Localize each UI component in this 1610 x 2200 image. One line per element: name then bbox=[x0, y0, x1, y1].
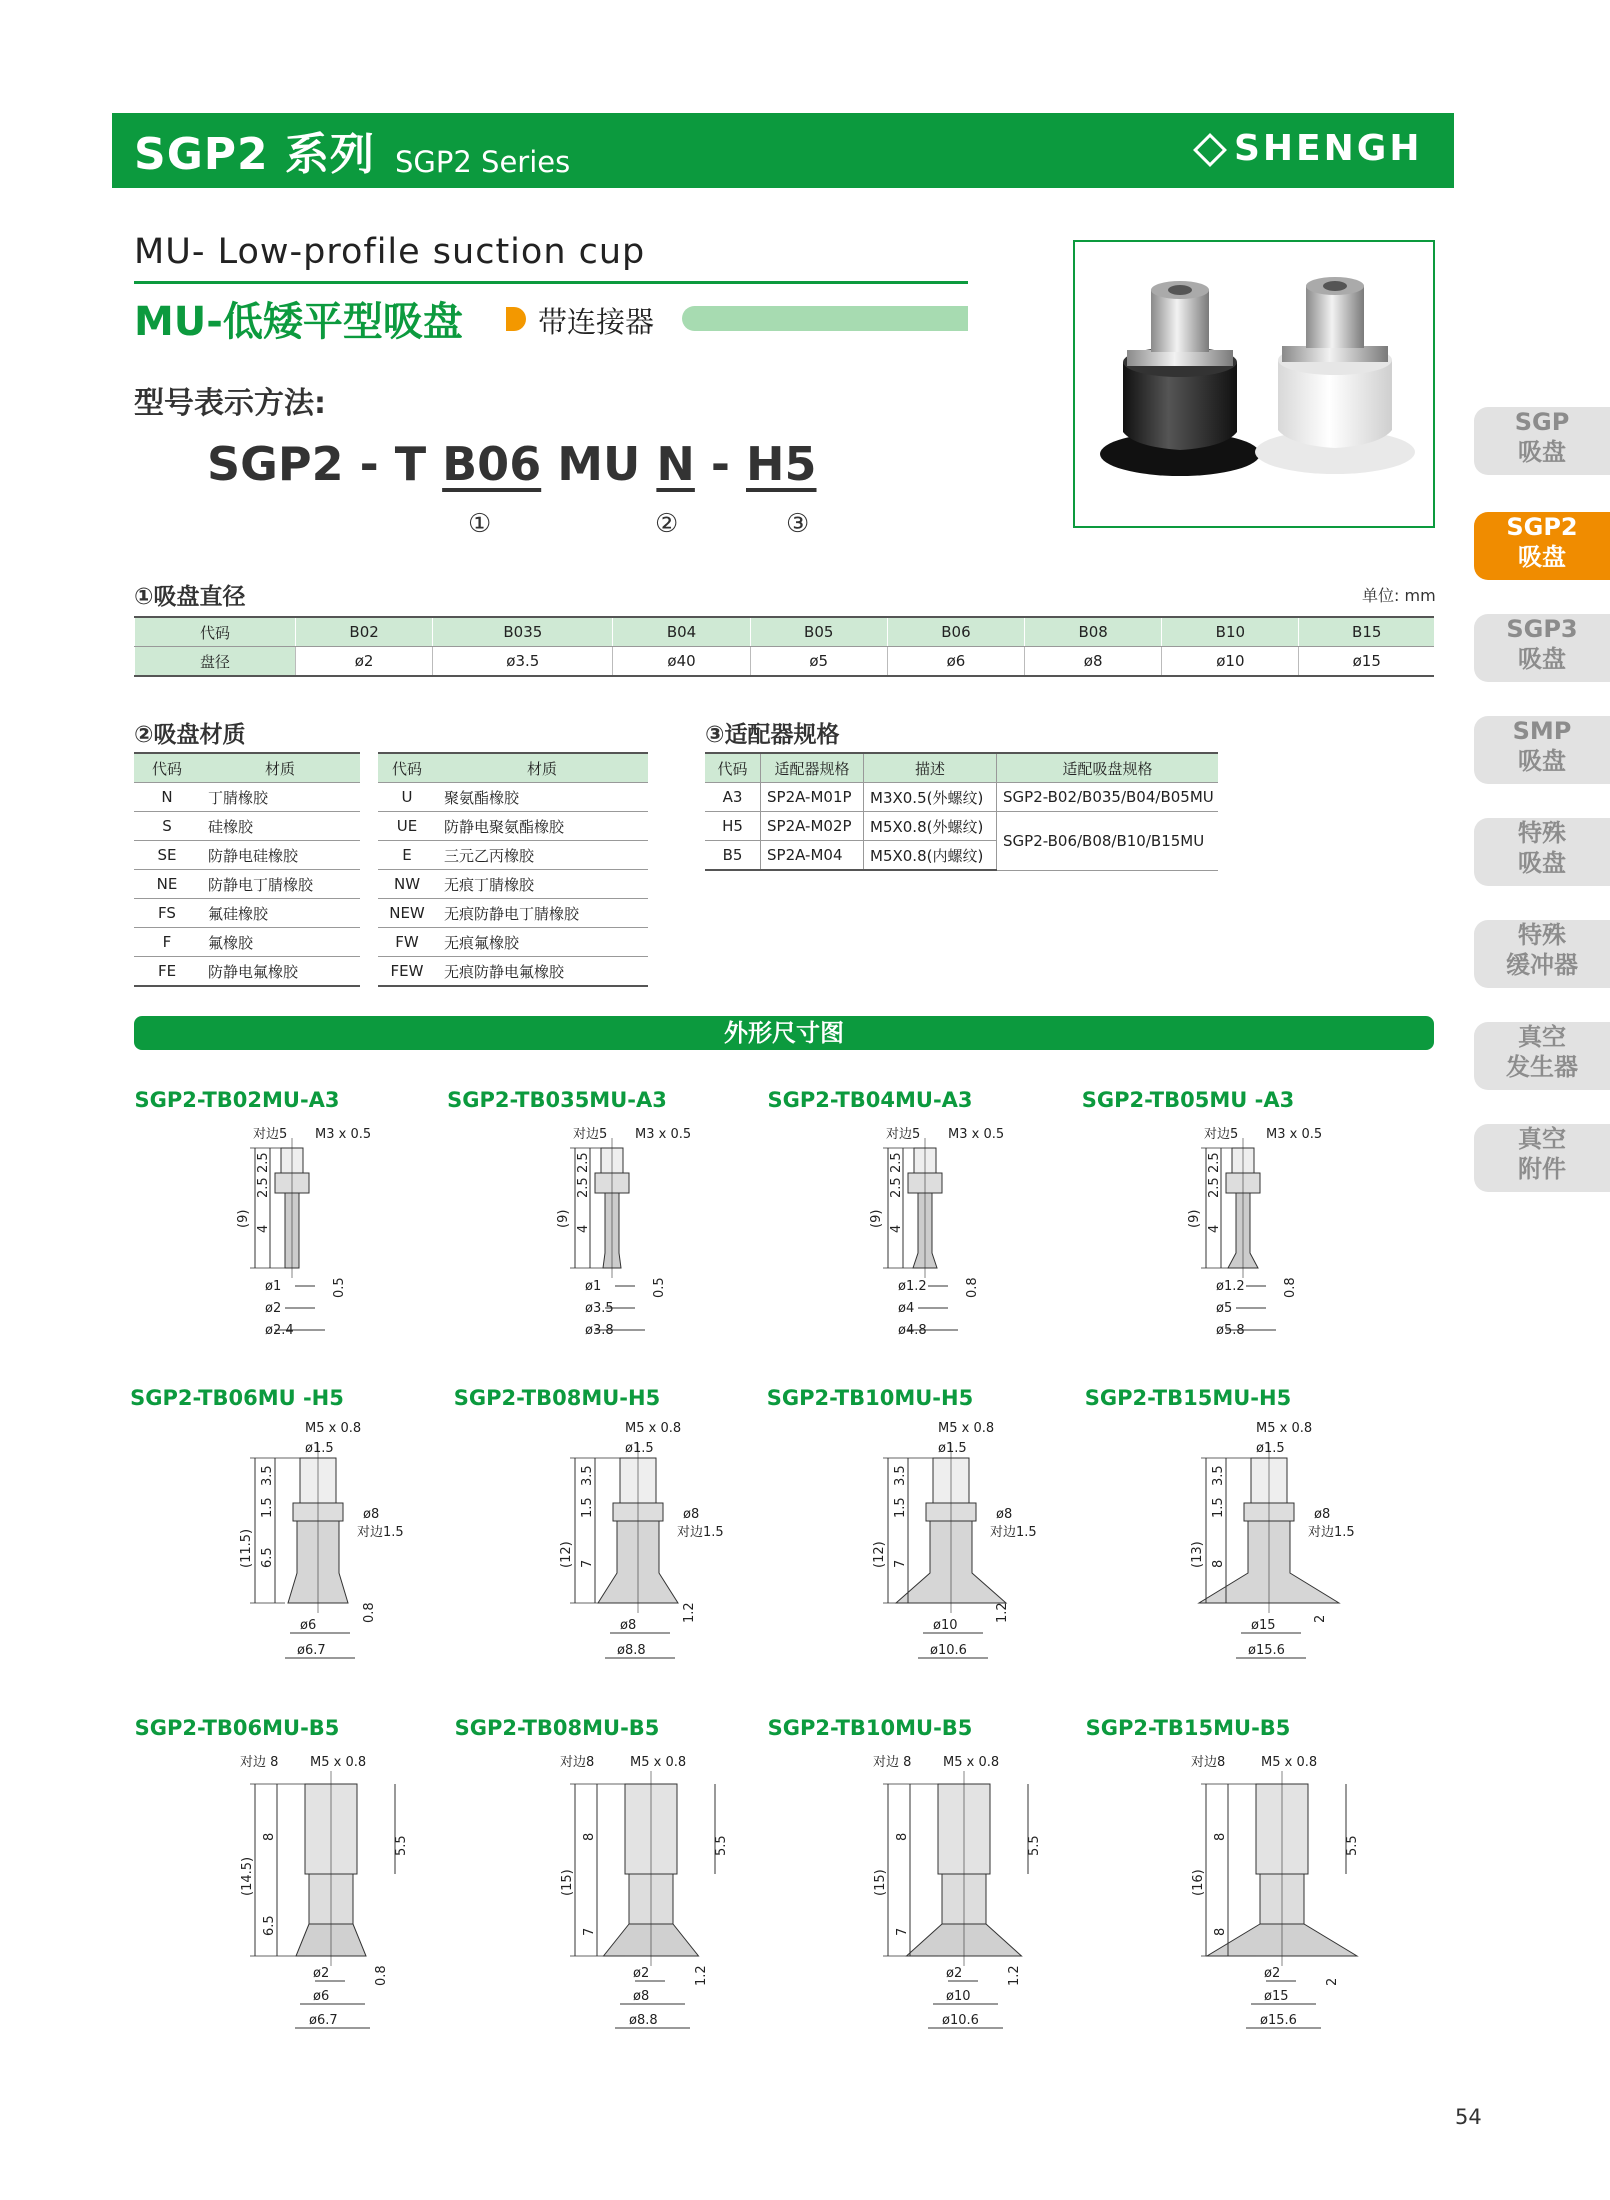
dim-height: 5.5 bbox=[714, 1835, 729, 1856]
dim-bore: ø1.5 bbox=[938, 1441, 967, 1456]
material-name: 三元乙丙橡胶 bbox=[436, 841, 648, 870]
adapter-spec: SP2A-M02P bbox=[761, 812, 864, 841]
dim-thickness: 2 bbox=[1313, 1614, 1328, 1623]
drawing-title: SGP2-TB02MU-A3 bbox=[134, 1088, 340, 1112]
dim-diameter: ø15.6 bbox=[1260, 2013, 1297, 2028]
page-number: 54 bbox=[1455, 2105, 1482, 2129]
dim-thickness: 2 bbox=[1325, 1977, 1340, 1986]
dim-thread: M5 x 0.8 bbox=[943, 1755, 1000, 1770]
material-name: 防静电硅橡胶 bbox=[200, 841, 369, 870]
dim-total-height: (16) bbox=[1191, 1869, 1206, 1896]
drawing-title: SGP2-TB15MU-B5 bbox=[1085, 1716, 1291, 1740]
side-tab-line2: 发生器 bbox=[1506, 1053, 1578, 1081]
table-row bbox=[134, 899, 648, 928]
material-code: FW bbox=[369, 928, 436, 957]
dim-total-height: (15) bbox=[560, 1869, 575, 1896]
side-tab-line2: 吸盘 bbox=[1518, 543, 1566, 571]
dim-hex: 对边 8 bbox=[240, 1755, 279, 1770]
dim-bore: ø1.5 bbox=[305, 1441, 334, 1456]
dimension-drawing bbox=[1136, 1418, 1406, 1688]
dim-height: 4 bbox=[889, 1224, 904, 1233]
table-row bbox=[134, 812, 648, 841]
diameter-value: ø6 bbox=[887, 647, 1024, 677]
dim-thickness: 0.5 bbox=[652, 1277, 667, 1298]
dim-diameter: ø6.7 bbox=[309, 2013, 338, 2028]
dim-height: 3.5 bbox=[893, 1465, 908, 1486]
dim-diameter: ø1 bbox=[585, 1279, 602, 1294]
dim-height: 5.5 bbox=[394, 1835, 409, 1856]
suction-cup-illustration bbox=[1075, 242, 1433, 526]
dimension-drawing bbox=[185, 1746, 455, 2056]
dim-height: 4 bbox=[576, 1224, 591, 1233]
adapter-desc: M3X0.5(外螺纹) bbox=[864, 783, 997, 812]
diameter-value: ø40 bbox=[613, 647, 750, 677]
model-adapter-code: H5 bbox=[746, 437, 817, 491]
material-name: 丁腈橡胶 bbox=[200, 783, 369, 812]
table-header: 适配吸盘规格 bbox=[997, 753, 1219, 783]
dim-thread: M3 x 0.5 bbox=[1266, 1127, 1323, 1142]
dim-diameter: ø5 bbox=[1216, 1301, 1233, 1316]
dim-height: 2.5 bbox=[256, 1177, 271, 1198]
table-header: 代码 bbox=[705, 753, 761, 783]
diameter-value: ø2 bbox=[296, 647, 433, 677]
dim-height: 2.5 bbox=[1207, 1152, 1222, 1173]
dimension-section-bar: 外形尺寸图 bbox=[134, 1016, 1434, 1050]
model-code bbox=[207, 437, 817, 491]
dim-total-height: (13) bbox=[1190, 1541, 1205, 1568]
dim-hex: 对边8 bbox=[1191, 1755, 1226, 1770]
diameter-section-title: ①吸盘直径 bbox=[134, 584, 246, 610]
side-tab[interactable] bbox=[1474, 614, 1610, 682]
table-header: 描述 bbox=[864, 753, 997, 783]
material-name: 硅橡胶 bbox=[200, 812, 369, 841]
dim-bore: ø1.5 bbox=[1256, 1441, 1285, 1456]
dim-diameter: ø10.6 bbox=[930, 1643, 967, 1658]
material-code: N bbox=[134, 783, 200, 812]
material-name: 氟橡胶 bbox=[200, 928, 369, 957]
material-name: 防静电聚氨酯橡胶 bbox=[436, 812, 648, 841]
drawing-title: SGP2-TB035MU-A3 bbox=[447, 1088, 667, 1112]
dim-height: 1.5 bbox=[260, 1497, 275, 1518]
adapter-code: H5 bbox=[705, 812, 761, 841]
dim-thread: M5 x 0.8 bbox=[938, 1421, 995, 1436]
model-marker-2: ② bbox=[655, 509, 679, 539]
side-tab-line2: 吸盘 bbox=[1518, 849, 1566, 877]
dim-diameter: ø15 bbox=[1251, 1618, 1276, 1633]
tag-bar bbox=[682, 306, 968, 331]
side-tab-line1: 特殊 bbox=[1518, 819, 1566, 847]
table-header: 代码 bbox=[134, 753, 200, 783]
side-tab[interactable] bbox=[1474, 716, 1610, 784]
dim-height: 2.5 bbox=[889, 1152, 904, 1173]
model-type: MU bbox=[541, 437, 657, 491]
table-header: 代码 bbox=[135, 617, 296, 647]
dim-height: 8 bbox=[262, 1832, 277, 1841]
material-code: FS bbox=[134, 899, 200, 928]
material-name: 无痕防静电氟橡胶 bbox=[436, 957, 648, 987]
dim-thread: M5 x 0.8 bbox=[630, 1755, 687, 1770]
product-title-cn: MU-低矮平型吸盘 bbox=[134, 299, 463, 345]
drawing-title: SGP2-TB06MU -H5 bbox=[130, 1386, 344, 1410]
dim-collar: ø8 bbox=[363, 1507, 380, 1522]
dim-thickness: 1.2 bbox=[1007, 1965, 1022, 1986]
model-label: 型号表示方法: bbox=[134, 386, 326, 421]
model-prefix: SGP2 - T bbox=[207, 437, 443, 491]
dim-diameter: ø4 bbox=[898, 1301, 915, 1316]
adapter-spec: SP2A-M01P bbox=[761, 783, 864, 812]
dim-diameter: ø2.4 bbox=[265, 1323, 294, 1338]
side-tab-line2: 附件 bbox=[1518, 1155, 1566, 1183]
dim-height: 2.5 bbox=[576, 1152, 591, 1173]
dim-hex: 对边5 bbox=[253, 1127, 288, 1142]
dim-total-height: (9) bbox=[556, 1209, 571, 1228]
dimension-drawing bbox=[185, 1118, 455, 1358]
side-tab[interactable] bbox=[1474, 512, 1610, 580]
side-tab-line2: 吸盘 bbox=[1518, 645, 1566, 673]
material-name: 无痕防静电丁腈橡胶 bbox=[436, 899, 648, 928]
logo-text: SHENGH bbox=[1234, 128, 1423, 169]
side-tab-line2: 吸盘 bbox=[1518, 438, 1566, 466]
model-material-code: N bbox=[656, 437, 695, 491]
dim-total-height: (14.5) bbox=[240, 1856, 255, 1896]
dim-height: 3.5 bbox=[1211, 1465, 1226, 1486]
dim-height: 5.5 bbox=[1345, 1835, 1360, 1856]
product-tag: 带连接器 bbox=[538, 305, 655, 339]
table-header: 适配器规格 bbox=[761, 753, 864, 783]
series-title: SGP2 系列 bbox=[134, 129, 375, 180]
product-title-en: MU- Low-profile suction cup bbox=[134, 232, 646, 272]
dim-hex: 对边1.5 bbox=[990, 1525, 1037, 1540]
material-code: FEW bbox=[369, 957, 436, 987]
dim-total-height: (12) bbox=[872, 1541, 887, 1568]
side-tab[interactable] bbox=[1474, 818, 1610, 886]
dimension-drawing bbox=[1136, 1118, 1406, 1358]
side-tab[interactable] bbox=[1474, 920, 1610, 988]
dim-hex: 对边1.5 bbox=[1308, 1525, 1355, 1540]
dim-hex: 对边5 bbox=[573, 1127, 608, 1142]
drawing-title: SGP2-TB08MU-B5 bbox=[454, 1716, 660, 1740]
dim-height: 1.5 bbox=[893, 1497, 908, 1518]
dim-diameter: ø8.8 bbox=[629, 2013, 658, 2028]
diameter-value: ø10 bbox=[1162, 647, 1299, 677]
dim-collar: ø8 bbox=[683, 1507, 700, 1522]
dim-thread: M5 x 0.8 bbox=[625, 1421, 682, 1436]
dim-thickness: 1.2 bbox=[682, 1602, 697, 1623]
product-photo bbox=[1073, 240, 1435, 528]
material-name: 氟硅橡胶 bbox=[200, 899, 369, 928]
table-row bbox=[134, 870, 648, 899]
diameter-value: ø8 bbox=[1025, 647, 1162, 677]
dim-thickness: 0.5 bbox=[332, 1277, 347, 1298]
adapter-code: B5 bbox=[705, 841, 761, 871]
dimension-drawing bbox=[818, 1118, 1088, 1358]
dim-collar: ø8 bbox=[996, 1507, 1013, 1522]
dim-diameter: ø15 bbox=[1264, 1989, 1289, 2004]
dim-hex: 对边5 bbox=[1204, 1127, 1239, 1142]
dim-diameter: ø1.2 bbox=[1216, 1279, 1245, 1294]
material-code: S bbox=[134, 812, 200, 841]
adapter-fit: SGP2-B06/B08/B10/B15MU bbox=[997, 812, 1219, 871]
diameter-code: B02 bbox=[296, 617, 433, 647]
dim-diameter: ø4.8 bbox=[898, 1323, 927, 1338]
dim-height: 5.5 bbox=[1027, 1835, 1042, 1856]
side-tab[interactable] bbox=[1474, 1124, 1610, 1192]
dim-diameter: ø10 bbox=[933, 1618, 958, 1633]
dim-total-height: (12) bbox=[559, 1541, 574, 1568]
dim-height: 6.5 bbox=[262, 1915, 277, 1936]
dim-thread: M5 x 0.8 bbox=[310, 1755, 367, 1770]
diameter-code: B04 bbox=[613, 617, 750, 647]
dim-diameter: ø10.6 bbox=[942, 2013, 979, 2028]
dim-diameter: ø2 bbox=[313, 1966, 330, 1981]
dim-total-height: (15) bbox=[873, 1869, 888, 1896]
drawing-title: SGP2-TB06MU-B5 bbox=[134, 1716, 340, 1740]
dim-hex: 对边5 bbox=[886, 1127, 921, 1142]
drawing-title: SGP2-TB15MU-H5 bbox=[1084, 1386, 1292, 1410]
table-header: 代码 bbox=[369, 753, 436, 783]
material-name: 无痕氟橡胶 bbox=[436, 928, 648, 957]
adapter-desc: M5X0.8(外螺纹) bbox=[864, 812, 997, 841]
model-diameter-code: B06 bbox=[442, 437, 542, 491]
dim-diameter: ø3.8 bbox=[585, 1323, 614, 1338]
dim-hex: 对边1.5 bbox=[357, 1525, 404, 1540]
material-table bbox=[134, 752, 648, 987]
diameter-value: ø5 bbox=[750, 647, 887, 677]
dim-total-height: (9) bbox=[236, 1209, 251, 1228]
dim-height: 8 bbox=[582, 1832, 597, 1841]
dim-thickness: 1.2 bbox=[694, 1965, 709, 1986]
diameter-code: B10 bbox=[1162, 617, 1299, 647]
dim-thread: M3 x 0.5 bbox=[315, 1127, 372, 1142]
dim-diameter: ø8 bbox=[620, 1618, 637, 1633]
table-header: 材质 bbox=[436, 753, 648, 783]
tag-marker bbox=[506, 307, 526, 331]
diameter-code: B035 bbox=[433, 617, 613, 647]
side-tab-line1: SGP2 bbox=[1506, 513, 1578, 541]
dim-height: 2.5 bbox=[1207, 1177, 1222, 1198]
dim-total-height: (9) bbox=[869, 1209, 884, 1228]
dim-diameter: ø3.5 bbox=[585, 1301, 614, 1316]
dim-diameter: ø10 bbox=[946, 1989, 971, 2004]
dim-hex: 对边1.5 bbox=[677, 1525, 724, 1540]
dim-height: 2.5 bbox=[889, 1177, 904, 1198]
diameter-value: ø15 bbox=[1299, 647, 1434, 677]
drawing-title: SGP2-TB04MU-A3 bbox=[767, 1088, 973, 1112]
material-code: NE bbox=[134, 870, 200, 899]
unit-label: 单位: mm bbox=[1362, 586, 1436, 605]
dim-diameter: ø6.7 bbox=[297, 1643, 326, 1658]
model-marker-1: ① bbox=[468, 509, 492, 539]
dim-height: 6.5 bbox=[260, 1547, 275, 1568]
dim-height: 7 bbox=[580, 1559, 595, 1568]
brand-logo bbox=[1198, 128, 1422, 169]
dim-height: 2.5 bbox=[576, 1177, 591, 1198]
dim-thickness: 0.8 bbox=[374, 1965, 389, 1986]
dimension-drawing bbox=[818, 1746, 1088, 2056]
material-name: 防静电丁腈橡胶 bbox=[200, 870, 369, 899]
material-name: 聚氨酯橡胶 bbox=[436, 783, 648, 812]
dimension-drawing bbox=[505, 1418, 775, 1688]
drawing-title: SGP2-TB10MU-H5 bbox=[766, 1386, 974, 1410]
dimension-drawing bbox=[818, 1418, 1088, 1688]
dim-total-height: (11.5) bbox=[239, 1528, 254, 1568]
adapter-fit: SGP2-B02/B035/B04/B05MU bbox=[997, 783, 1219, 812]
material-code: E bbox=[369, 841, 436, 870]
material-code: F bbox=[134, 928, 200, 957]
dim-height: 3.5 bbox=[260, 1465, 275, 1486]
side-tab-line1: SGP bbox=[1514, 408, 1570, 436]
dim-diameter: ø5.8 bbox=[1216, 1323, 1245, 1338]
side-tab-line1: 特殊 bbox=[1518, 921, 1566, 949]
side-tab-line1: SMP bbox=[1512, 717, 1572, 745]
dim-thread: M3 x 0.5 bbox=[948, 1127, 1005, 1142]
dim-height: 8 bbox=[895, 1832, 910, 1841]
diameter-code: B08 bbox=[1025, 617, 1162, 647]
dim-height: 4 bbox=[1207, 1224, 1222, 1233]
adapter-desc: M5X0.8(内螺纹) bbox=[864, 841, 997, 871]
drawing-title: SGP2-TB05MU -A3 bbox=[1081, 1088, 1295, 1112]
dim-bore: ø1.5 bbox=[625, 1441, 654, 1456]
dim-height: 7 bbox=[895, 1927, 910, 1936]
side-tab[interactable] bbox=[1474, 1022, 1610, 1090]
dim-total-height: (9) bbox=[1187, 1209, 1202, 1228]
drawing-title: SGP2-TB08MU-H5 bbox=[453, 1386, 661, 1410]
dim-height: 3.5 bbox=[580, 1465, 595, 1486]
dim-height: 4 bbox=[256, 1224, 271, 1233]
dim-height: 8 bbox=[1213, 1832, 1228, 1841]
dim-height: 8 bbox=[1213, 1927, 1228, 1936]
side-tab-line1: 真空 bbox=[1518, 1023, 1566, 1051]
dim-diameter: ø2 bbox=[265, 1301, 282, 1316]
dim-thickness: 0.8 bbox=[362, 1602, 377, 1623]
material-code: NEW bbox=[369, 899, 436, 928]
model-dash: - bbox=[694, 437, 746, 491]
table-header: 盘径 bbox=[135, 647, 296, 677]
table-row bbox=[134, 783, 648, 812]
adapter-section-title: ③适配器规格 bbox=[705, 722, 840, 748]
side-tab-line1: SGP3 bbox=[1506, 615, 1578, 643]
drawing-title: SGP2-TB10MU-B5 bbox=[767, 1716, 973, 1740]
dim-hex: 对边8 bbox=[560, 1755, 595, 1770]
dim-diameter: ø6 bbox=[313, 1989, 330, 2004]
dim-diameter: ø1.2 bbox=[898, 1279, 927, 1294]
dim-thickness: 0.8 bbox=[1283, 1277, 1298, 1298]
side-tab-line2: 吸盘 bbox=[1518, 747, 1566, 775]
dim-diameter: ø2 bbox=[946, 1966, 963, 1981]
dim-height: 7 bbox=[893, 1559, 908, 1568]
dim-thread: M3 x 0.5 bbox=[635, 1127, 692, 1142]
dimension-drawing bbox=[185, 1418, 455, 1688]
dim-thickness: 0.8 bbox=[965, 1277, 980, 1298]
dim-diameter: ø2 bbox=[1264, 1966, 1281, 1981]
dimension-drawing bbox=[505, 1118, 775, 1358]
series-subtitle: SGP2 Series bbox=[395, 145, 571, 179]
diameter-code: B06 bbox=[887, 617, 1024, 647]
dim-hex: 对边 8 bbox=[873, 1755, 912, 1770]
adapter-table bbox=[705, 752, 1218, 871]
table-header: 材质 bbox=[200, 753, 369, 783]
dim-diameter: ø8.8 bbox=[617, 1643, 646, 1658]
dim-height: 8 bbox=[1211, 1559, 1226, 1568]
dim-collar: ø8 bbox=[1314, 1507, 1331, 1522]
dim-diameter: ø8 bbox=[633, 1989, 650, 2004]
title-divider bbox=[134, 281, 968, 284]
dim-height: 1.5 bbox=[580, 1497, 595, 1518]
dim-diameter: ø6 bbox=[300, 1618, 317, 1633]
dim-height: 1.5 bbox=[1211, 1497, 1226, 1518]
adapter-code: A3 bbox=[705, 783, 761, 812]
dim-thickness: 1.2 bbox=[995, 1602, 1010, 1623]
dim-height: 7 bbox=[582, 1927, 597, 1936]
side-tab-line1: 真空 bbox=[1518, 1125, 1566, 1153]
material-name: 防静电氟橡胶 bbox=[200, 957, 369, 987]
adapter-spec: SP2A-M04 bbox=[761, 841, 864, 871]
model-marker-3: ③ bbox=[786, 509, 810, 539]
diamond-icon bbox=[1193, 133, 1227, 167]
diameter-code: B15 bbox=[1299, 617, 1434, 647]
diameter-value: ø3.5 bbox=[433, 647, 613, 677]
dim-thread: M5 x 0.8 bbox=[305, 1421, 362, 1436]
side-tab-line2: 缓冲器 bbox=[1506, 951, 1578, 979]
table-row bbox=[134, 841, 648, 870]
dimension-drawing bbox=[505, 1746, 775, 2056]
dim-thread: M5 x 0.8 bbox=[1256, 1421, 1313, 1436]
dim-diameter: ø2 bbox=[633, 1966, 650, 1981]
material-code: FE bbox=[134, 957, 200, 987]
material-code: U bbox=[369, 783, 436, 812]
diameter-table bbox=[134, 616, 1434, 677]
diameter-code: B05 bbox=[750, 617, 887, 647]
dim-diameter: ø15.6 bbox=[1248, 1643, 1285, 1658]
material-code: NW bbox=[369, 870, 436, 899]
dim-height: 2.5 bbox=[256, 1152, 271, 1173]
table-row bbox=[134, 957, 648, 987]
dim-thread: M5 x 0.8 bbox=[1261, 1755, 1318, 1770]
material-name: 无痕丁腈橡胶 bbox=[436, 870, 648, 899]
material-section-title: ②吸盘材质 bbox=[134, 722, 246, 748]
dim-diameter: ø1 bbox=[265, 1279, 282, 1294]
side-tab[interactable] bbox=[1474, 407, 1610, 475]
dimension-drawing bbox=[1136, 1746, 1406, 2056]
material-code: UE bbox=[369, 812, 436, 841]
table-row bbox=[134, 928, 648, 957]
material-code: SE bbox=[134, 841, 200, 870]
